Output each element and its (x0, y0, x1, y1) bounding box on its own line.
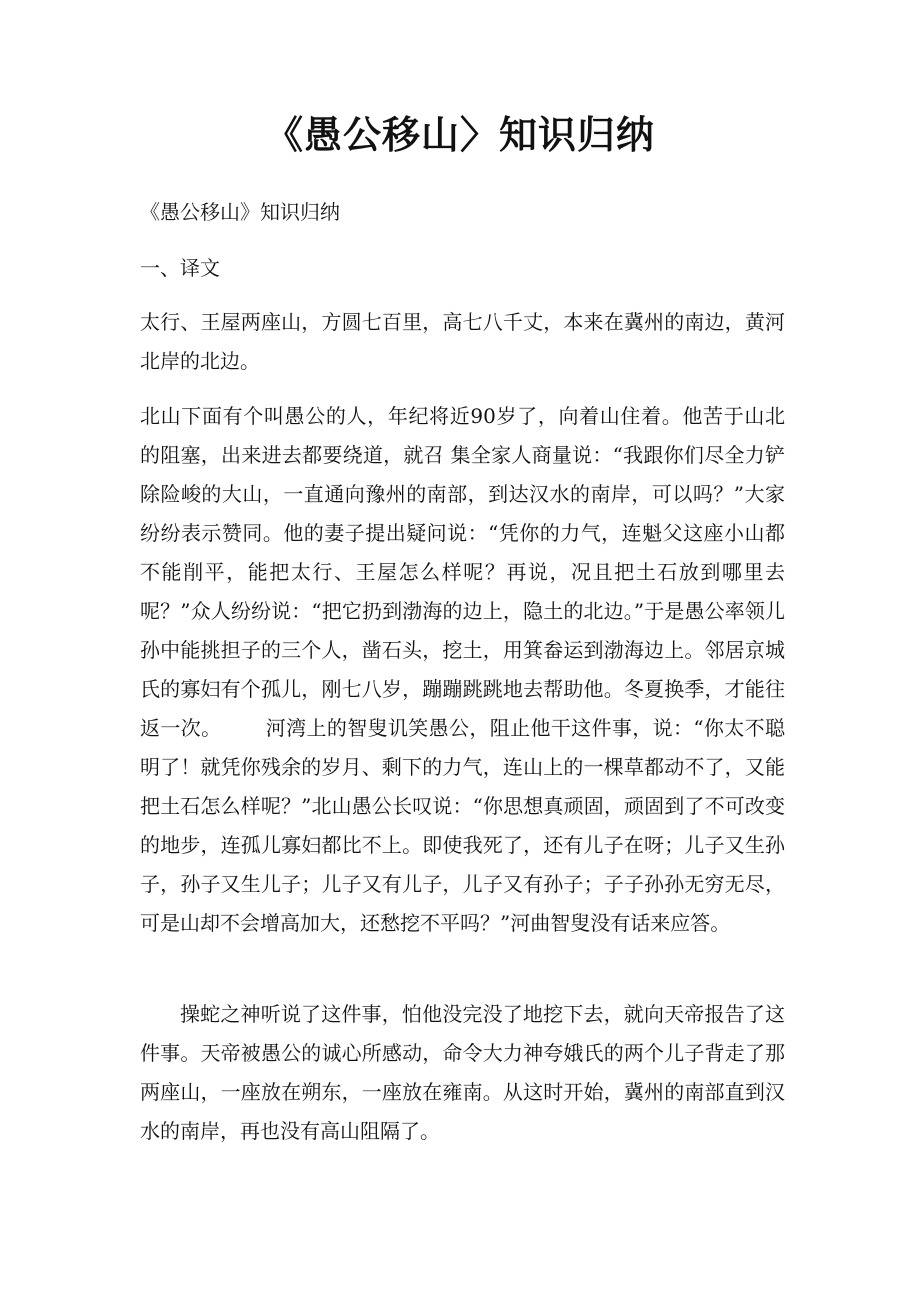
section-heading-translation: 一、译文 (140, 256, 220, 280)
paragraph-3: 操蛇之神听说了这件事，怕他没完没了地挖下去，就向天帝报告了这件事。天帝被愚公的诚心所感动，命令大力神夸娥氏的两个儿子背走了那两座山，一座放在朔东，一座放在雍南。从这时开始，冀州的南部直到汉水的南岸，再也没有高山阻隔了。 (140, 1002, 785, 1143)
document-title: 《愚公移山〉知识归纳 (264, 112, 655, 157)
paragraph-2-part-a: 北山下面有个叫愚公的人，年纪将近90岁了，向着山住着。他苦于山北的阻塞，出来进去都要绕道，就召 集全家人商量说：“我跟你们尽全力铲除险峻的大山，一直通向豫州的南部，到达汉水的南岸，可以吗？”大家纷纷表示赞同。他的妻子提出疑问说：“凭你的力气，连魁父这座小山都不能削平，能把太行、王屋怎么样呢？再说，况且把土石放到哪里去呢？”众人纷纷说：“把它扔到渤海的边上，隐土的北边。”于是愚公率领儿孙中能挑担子的三个人，凿石头，挖土，用箕畚运到渤海边上。邻居京城氏的寡妇有个孤儿，刚七八岁，蹦蹦跳跳地去帮助他。冬夏换季，才能往返一次。 (140, 404, 785, 740)
paragraph-2 (140, 397, 785, 943)
paragraph-1: 太行、王屋两座山，方圆七百里，高七八千丈，本来在冀州的南边，黄河北岸的北边。 (140, 310, 785, 373)
paragraph-2-part-b: 河湾上的智叟讥笑愚公，阻止他干这件事，说：“你太不聪明了！就凭你残余的岁月、剩下的力气，连山上的一棵草都动不了，又能把土石怎么样呢？”北山愚公长叹说：“你思想真顽固，顽固到了不可改变的地步，连孤儿寡妇都比不上。即使我死了，还有儿子在呀；儿子又生孙子，孙子又生儿子；儿子又有儿子，儿子又有孙子；子子孙孙无穷无尽，可是山却不会增高加大，还愁挖不平吗？”河曲智叟没有话来应答。 (140, 716, 785, 935)
document-subtitle: 《愚公移山》知识归纳 (140, 200, 340, 224)
